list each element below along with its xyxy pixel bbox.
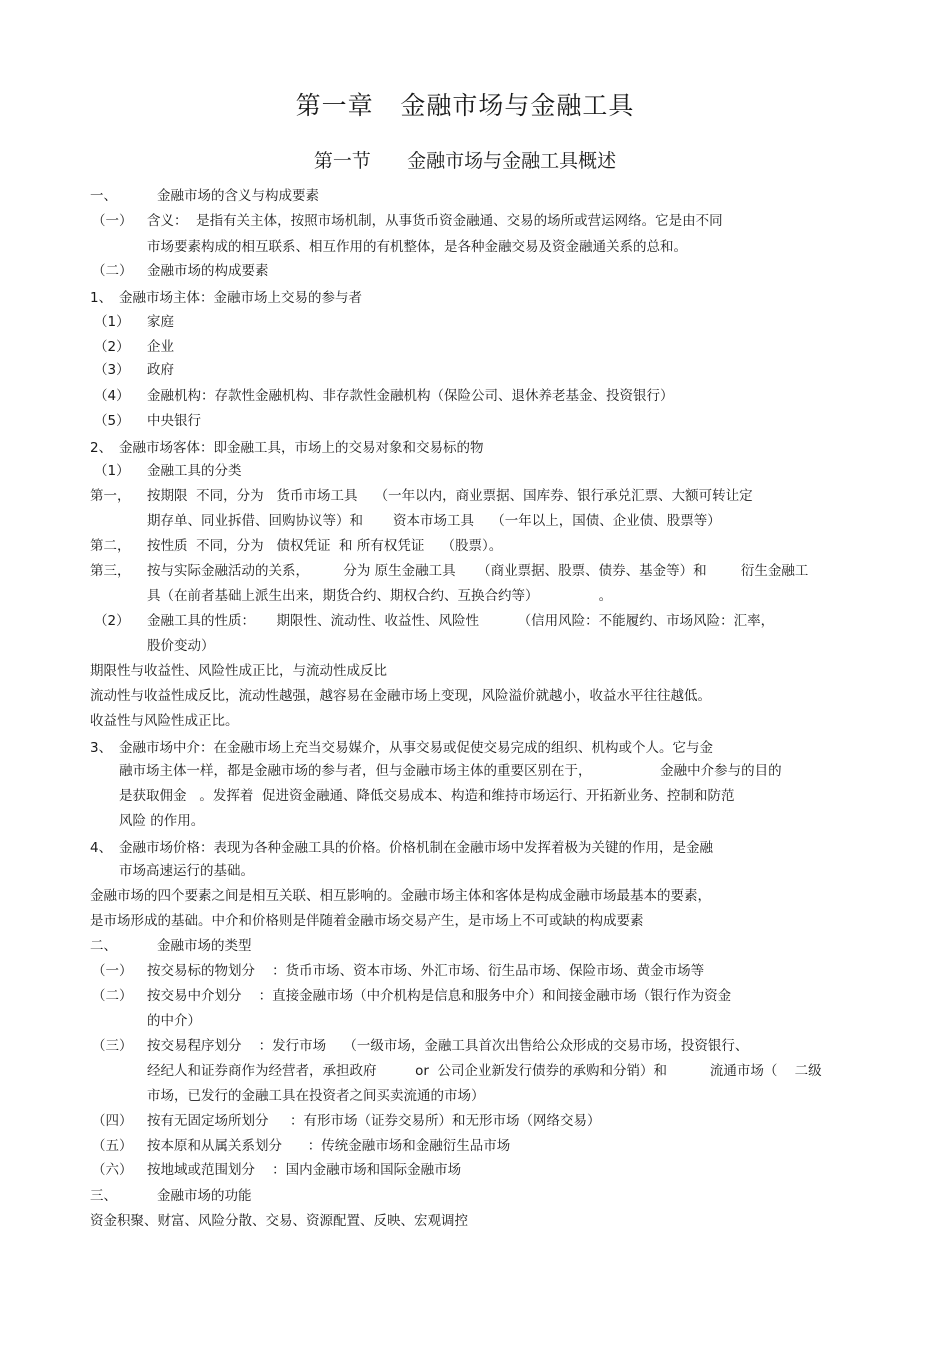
item-number: 4、: [90, 840, 113, 856]
text-line: 金融市场中介：在金融市场上充当交易媒介，从事交易或促使交易完成的组织、机构或个人。它与金: [119, 740, 713, 756]
item-number: （五）: [92, 1138, 133, 1154]
item-number: （四）: [92, 1113, 133, 1129]
item-number: （六）: [92, 1162, 133, 1178]
text-line: 按交易中介划分 ：直接金融市场（中介机构是信息和服务中介）和间接金融市场（银行作为资金: [147, 988, 732, 1004]
text-line: 的中介）: [147, 1013, 201, 1029]
text-line: 金融市场的类型: [157, 938, 252, 954]
text-line: 按交易程序划分 ：发行市场 （一级市场，金融工具首次出售给公众形成的交易市场，投资银行、: [147, 1038, 749, 1054]
text-line: 按期限 不同，分为 货币市场工具 （一年以内，商业票据、国库券、银行承兑汇票、大额可转让定: [147, 488, 753, 504]
item-number: 第一，: [90, 488, 131, 504]
text-line: 金融市场主体：金融市场上交易的参与者: [119, 290, 362, 306]
item-number: （1）: [94, 463, 130, 479]
text-line: 按有无固定场所划分 ：有形市场（证券交易所）和无形市场（网络交易）: [147, 1113, 601, 1129]
item-number: 3、: [90, 740, 113, 756]
text-line: 是市场形成的基础。中介和价格则是伴随着金融市场交易产生，是市场上不可或缺的构成要素: [90, 913, 644, 929]
text-line: 按地域或范围划分 ：国内金融市场和国际金融市场: [147, 1162, 462, 1178]
item-number: （5）: [94, 413, 130, 429]
item-number: （一）: [92, 963, 133, 979]
item-number: 二、: [90, 938, 117, 954]
item-number: （三）: [92, 1038, 133, 1054]
text-line: 经纪人和证券商作为经营者，承担政府 or 公司企业新发行债券的承购和分销）和 流通市场（ 二级: [147, 1063, 822, 1079]
item-number: 第三，: [90, 563, 131, 579]
text-line: 金融市场的功能: [157, 1188, 252, 1204]
item-number: （2）: [94, 339, 130, 355]
text-line: 市场，已发行的金融工具在投资者之间买卖流通的市场）: [147, 1088, 485, 1104]
text-line: 金融市场价格：表现为各种金融工具的价格。价格机制在金融市场中发挥着极为关键的作用，是金融: [119, 840, 713, 856]
text-line: 企业: [147, 339, 174, 355]
text-line: 是获取佣金 。发挥着 促进资金融通、降低交易成本、构造和维持市场运行、开拓新业务、控制和防范: [119, 788, 735, 804]
text-line: 具（在前者基础上派生出来，期货合约、期权合约、互换合约等） 。: [147, 588, 613, 604]
item-number: （一）: [92, 213, 133, 229]
item-number: 一、: [90, 188, 117, 204]
text-line: 按交易标的物划分 ：货币市场、资本市场、外汇市场、衍生品市场、保险市场、黄金市场等: [147, 963, 705, 979]
item-number: 1、: [90, 290, 113, 306]
text-line: 政府: [147, 362, 174, 378]
text-line: 金融工具的分类: [147, 463, 242, 479]
text-line: 含义： 是指有关主体，按照市场机制，从事货币资金融通、交易的场所或营运网络。它是由不同: [147, 213, 723, 229]
section-title: 第一节 金融市场与金融工具概述: [313, 150, 617, 172]
text-line: 金融市场的构成要素: [147, 263, 269, 279]
text-line: 风险 的作用。: [119, 813, 205, 829]
item-number: （二）: [92, 263, 133, 279]
text-line: 家庭: [147, 314, 174, 330]
item-number: 第二，: [90, 538, 131, 554]
chapter-title: 第一章 金融市场与金融工具: [295, 91, 635, 120]
text-line: 按本原和从属关系划分 ：传统金融市场和金融衍生品市场: [147, 1138, 511, 1154]
item-number: 2、: [90, 440, 113, 456]
text-line: 市场要素构成的相互联系、相互作用的有机整体，是各种金融交易及资金融通关系的总和。: [147, 239, 687, 255]
item-number: （4）: [94, 388, 130, 404]
text-line: 市场高速运行的基础。: [119, 863, 254, 879]
text-line: 股价变动）: [147, 638, 215, 654]
item-number: （二）: [92, 988, 133, 1004]
text-line: 收益性与风险性成正比。: [90, 713, 239, 729]
text-line: 金融工具的性质： 期限性、流动性、收益性、风险性 （信用风险：不能履约、市场风险：汇率，: [147, 613, 775, 629]
item-number: 三、: [90, 1188, 117, 1204]
text-line: 按性质 不同，分为 债权凭证 和 所有权凭证 （股票）。: [147, 538, 503, 554]
text-line: 资金积聚、财富、风险分散、交易、资源配置、反映、宏观调控: [90, 1213, 468, 1229]
text-line: 融市场主体一样，都是金融市场的参与者，但与金融市场主体的重要区别在于， 金融中介参与的目的: [119, 763, 782, 779]
item-number: （2）: [94, 613, 130, 629]
text-line: 期存单、同业拆借、回购协议等）和 资本市场工具 （一年以上，国债、企业债、股票等）: [147, 513, 721, 529]
text-line: 金融市场的四个要素之间是相互关联、相互影响的。金融市场主体和客体是构成金融市场最基本的要素，: [90, 888, 711, 904]
text-line: 期限性与收益性、风险性成正比，与流动性成反比: [90, 663, 387, 679]
text-line: 流动性与收益性成反比，流动性越强，越容易在金融市场上变现，风险溢价就越小，收益水平往往越低。: [90, 688, 711, 704]
text-line: 金融市场客体：即金融工具，市场上的交易对象和交易标的物: [119, 440, 484, 456]
text-line: 中央银行: [147, 413, 201, 429]
text-line: 金融市场的含义与构成要素: [157, 188, 319, 204]
text-line: 按与实际金融活动的关系， 分为 原生金融工具 （商业票据、股票、债券、基金等）和 衍生金融工: [147, 563, 809, 579]
item-number: （3）: [94, 362, 130, 378]
text-line: 金融机构：存款性金融机构、非存款性金融机构（保险公司、退休养老基金、投资银行）: [147, 388, 674, 404]
item-number: （1）: [94, 314, 130, 330]
